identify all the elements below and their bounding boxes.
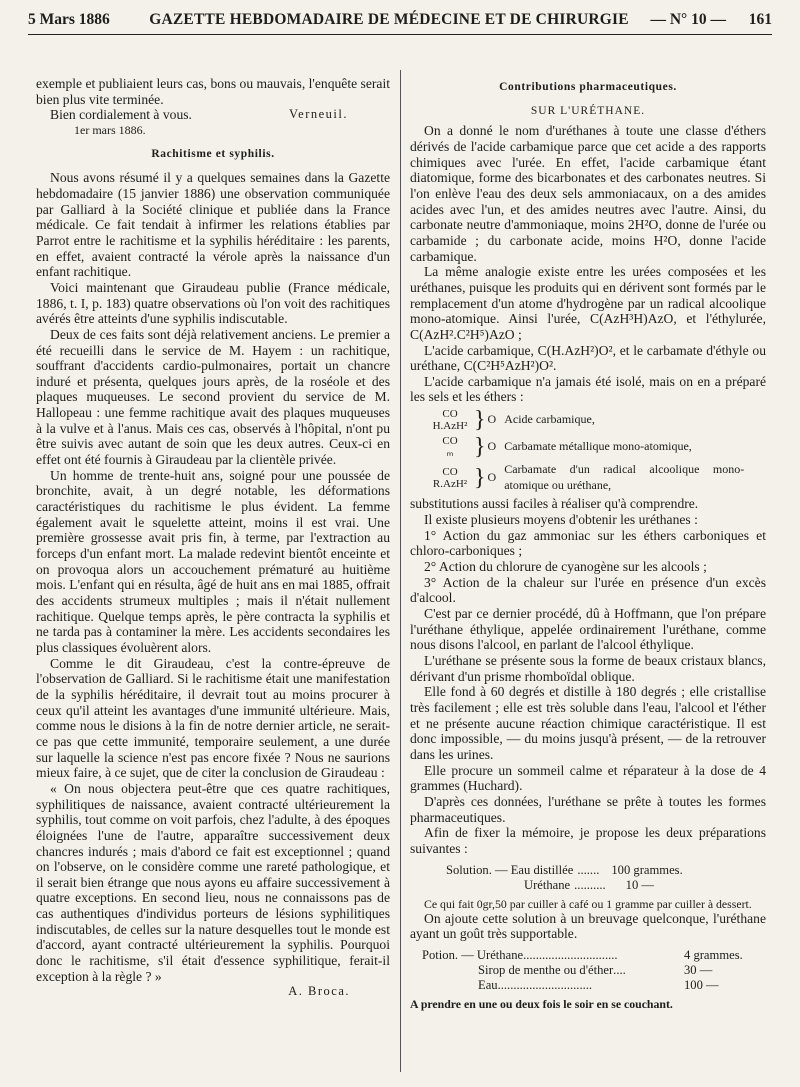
solution-recipe xyxy=(410,863,766,893)
header-rule xyxy=(28,34,772,35)
recipe-leader: .......... xyxy=(574,877,606,892)
paragraph: La même analogie existe entre les urées composées et les uréthanes, puisque les produits qui en dérivent sont formés par le remplacement d'un atome d'hydrogène par un radical alcoolique mono-atomique. Ainsi l'urée, C(AzH³H)AzO, et l'éthylurée, C(AzH².C²H⁵)AzO ; xyxy=(410,264,766,342)
recipe-quantity: 100 — xyxy=(684,977,719,992)
recipe-leader: ....... xyxy=(577,862,600,877)
paragraph: D'après ces données, l'uréthane se prête à toutes les formes pharmaceutiques. xyxy=(410,793,766,825)
dosage-instruction: A prendre en une ou deux fois le soir en se couchant. xyxy=(410,996,673,1011)
formula-denominator: H.AzH² xyxy=(432,420,468,433)
letter-closing-row xyxy=(36,107,390,123)
formula-denominator: R.AzH² xyxy=(432,477,468,490)
recipe-quantity: 100 grammes. xyxy=(611,862,683,877)
paragraph: Nous avons résumé il y a quelques semaines dans la Gazette hebdomadaire (15 janvier 1886) une observation communiquée par Galliard à la Société clinique et publiée dans la France médicale. Ce fait tendait à infirmer les relations établies par Parrot entre le rachitisme et la syphilis héréditaire : les parents, en effet, avaient contracté la vérole après la naissance d'un enfant rachitique. xyxy=(36,170,390,280)
right-column xyxy=(410,76,766,1011)
paragraph: Elle procure un sommeil calme et réparateur à la dose de 4 grammes (Huchard). xyxy=(410,762,766,794)
signature-verneuil: Verneuil. xyxy=(289,107,348,122)
left-column xyxy=(36,76,390,1000)
recipe-quantity: 10 — xyxy=(625,877,654,892)
formula-numerator: CO xyxy=(442,435,458,448)
list-item: 2° Action du chlorure de cyanogène sur les alcools ; xyxy=(424,559,707,575)
article-subtitle: SUR L'URÉTHANE. xyxy=(530,104,646,117)
paragraph: substitutions aussi faciles à réaliser qu'à comprendre. xyxy=(410,496,699,512)
formula-label: Acide carbamique, xyxy=(504,412,595,427)
paragraph: On a donné le nom d'uréthanes à toute une classe d'éthers dérivés de l'acide carbamique parce que cet acide a des rapports chimiques avec l'urée. En effet, l'acide carbamique étant diatomique, forme des bicarbonates et des carbonates neutres. Si l'on enlève l'eau des deux sels ammoniacaux, on a des amides acides avec l'un, et des amides neutres avec l'autre. Ainsi, du carbonate neutre d'ammoniaque, moins 2H²O, donne de l'urée ou carbamide ; du carbonate acide, moins H²O, donne l'acide carbamique. xyxy=(410,123,766,264)
recipe-leader: .............................. xyxy=(497,977,593,992)
potion-recipe xyxy=(410,948,766,993)
paragraph: C'est par ce dernier procédé, dû à Hoffmann, que l'on prépare l'uréthane éthylique, appelée ordinairement l'uréthane, comme nous disons l'alcool, en parlant de l'alcool éthylique. xyxy=(410,606,766,653)
paragraph: exemple et publiaient leurs cas, bons ou mauvais, l'enquête serait bien plus vite terminée. xyxy=(36,76,390,107)
recipe-leader: .... xyxy=(613,962,626,977)
letter-date: 1er mars 1886. xyxy=(74,122,146,137)
section-title: Contributions pharmaceutiques. xyxy=(499,81,677,93)
paragraph: Afin de fixer la mémoire, je propose les deux préparations suivantes : xyxy=(410,825,766,856)
recipe-quantity: 30 — xyxy=(684,962,713,977)
formula-oxygen: O xyxy=(487,439,497,454)
paragraph: Il existe plusieurs moyens d'obtenir les uréthanes : xyxy=(424,512,698,528)
paragraph: Un homme de trente-huit ans, soigné pour une poussée de bronchite, avait, à un degré notable, les déformations caractéristiques du rachitisme le plus évident. La femme également avait le squelette atteint, moins il est vrai. Une première grossesse avait pris fin, à terme, par l'extraction au forceps d'un enfant mort. La malade redevint bientôt enceinte et on provoqua alors un accouchement prématuré au huitième mois. L'enfant qui en résulta, âgé de huit ans en mai 1885, offrait des accidents strumeux multiples ; mais il n'était nullement rachitique. Quelque temps après, le père contracta la syphilis et ne tarda pas à contaminer la mère. Les accidents secondaires les plus classiques évoluèrent alors. xyxy=(36,467,390,655)
letter-closing: Bien cordialement à vous. xyxy=(50,107,192,123)
chemical-formula xyxy=(428,462,766,493)
brace-symbol: } xyxy=(474,434,486,461)
paragraph: Voici maintenant que Giraudeau publie (France médicale, 1886, t. I, p. 183) quatre observations où l'on voit des rachitiques avérés être atteints d'une syphilis indiscutable. xyxy=(36,279,390,327)
formula-denominator: ₘ xyxy=(446,447,454,460)
recipe-ingredient: Potion. — Uréthane xyxy=(422,947,524,962)
paragraph: On ajoute cette solution à un breuvage quelconque, l'uréthane ayant un goût très supportable. xyxy=(410,910,766,942)
recipe-ingredient: Sirop de menthe ou d'éther xyxy=(478,962,614,977)
recipe-ingredient: Uréthane xyxy=(524,877,571,892)
column-divider xyxy=(400,70,401,1072)
paragraph: Elle fond à 60 degrés et distille à 180 degrés ; elle cristallise très facilement ; elle est très soluble dans l'eau, l'alcool et l'éther et ne présente aucune réaction chimique caractéristique. Il est donc impossible, — du moins jusqu'à présent, — de la retrouver dans les urines. xyxy=(410,684,766,762)
list-item: 3° Action de la chaleur sur l'urée en présence d'un excès d'alcool. xyxy=(410,574,766,606)
journal-title: GAZETTE HEBDOMADAIRE DE MÉDECINE ET DE CHIRURGIE xyxy=(149,11,629,28)
formula-numerator: CO xyxy=(442,465,458,478)
formula-oxygen: O xyxy=(487,469,497,484)
recipe-quantity: 4 grammes. xyxy=(684,947,743,962)
paragraph: Comme le dit Giraudeau, c'est la contre-épreuve de l'observation de Galliard. Si le rachitisme était une manifestation de la syphilis héréditaire, il devrait tout au moins procurer à ceux qu'il atteint les avantages d'une immunité ultérieure. Mais, comme nous le disions à la fin de notre dernier article, ne serait-ce pas que cette immunité, temporaire seulement, a une durée sur laquelle la science n'est pas encore fixée ? Nous ne saurions mieux faire, à ce sujet, que de citer la conclusion de Giraudeau : xyxy=(36,655,390,781)
recipe-leader: .............................. xyxy=(523,947,618,962)
formula-oxygen: O xyxy=(487,412,497,427)
chemical-formula xyxy=(428,408,766,432)
paragraph: L'acide carbamique, C(H.AzH²)O², et le carbamate d'éthyle ou uréthane, C(C²H⁵AzH²)O². xyxy=(410,342,766,374)
formula-label: Carbamate métallique mono-atomique, xyxy=(504,439,692,454)
recipe-ingredient: Solution. — Eau distillée xyxy=(446,862,574,877)
list-item: 1° Action du gaz ammoniac sur les éthers carboniques et chloro-carboniques ; xyxy=(410,527,766,559)
running-header xyxy=(28,8,772,32)
chemical-formula xyxy=(428,435,766,459)
recipe-ingredient: Eau xyxy=(478,977,498,992)
page-number: 161 xyxy=(748,11,772,28)
formula-label: Carbamate d'un radical alcoolique mono-atomique ou uréthane, xyxy=(504,462,745,492)
paragraph: Deux de ces faits sont déjà relativement anciens. Le premier a été recueilli dans le service de M. Hayem : un rachitique, souffrant d'accidents cardio-pulmonaires, portait un chancre induré et présenta, quelques jours après, de la roséole et des plaques muqueuses. Le second provient du service de M. Hallopeau : une femme rachitique avait des plaques muqueuses à la vulve et à l'anus. Mais ces cas, observés à l'hôpital, n'ont pu être suivis avec autant de soin que les deux autres. Ceux-ci en effet ont été fournis à Giraudeau par la clientèle privée. xyxy=(36,326,390,468)
issue-number: — N° 10 — xyxy=(650,11,726,28)
paragraph: L'uréthane se présente sous la forme de beaux cristaux blancs, dérivant d'un prisme rhomboïdal oblique. xyxy=(410,653,766,684)
section-title: Rachitisme et syphilis. xyxy=(151,147,275,160)
header-date: 5 Mars 1886 xyxy=(28,11,110,28)
quotation: « On nous objectera peut-être que ces quatre rachitiques, syphilitiques de naissance, avaient contracté ultérieurement la syphilis, tout comme on voit parfois, chez l'adulte, à des époques éloignées l'une de l'autre, apparaître successivement deux chancres indurés ; mais d'abord ce fait est exceptionnel ; quand on l'observe, on le considère comme une rareté pathologique, et il serait bien étrange que nous ayons eu affaire successivement à quatre exceptions. En second lieu, nous ne connaissons pas de cas authentiques d'individus porteurs de lésions syphilitiques indiscutables, de celles sur la nature desquelles tout le monde est d'accord, ayant contracté ultérieurement la syphilis. Pourquoi donc le rachitisme, s'il était d'essence syphilitique, ferait-il exception à la règle ? » xyxy=(36,780,390,984)
brace-symbol: } xyxy=(474,407,486,434)
signature-broca: A. Broca. xyxy=(288,984,350,999)
paragraph: Ce qui fait 0gr,50 par cuiller à café ou 1 gramme par cuiller à dessert. xyxy=(424,896,752,911)
formula-numerator: CO xyxy=(442,408,458,421)
paragraph: L'acide carbamique n'a jamais été isolé, mais on en a préparé les sels et les éthers : xyxy=(410,373,766,405)
brace-symbol: } xyxy=(474,464,486,491)
